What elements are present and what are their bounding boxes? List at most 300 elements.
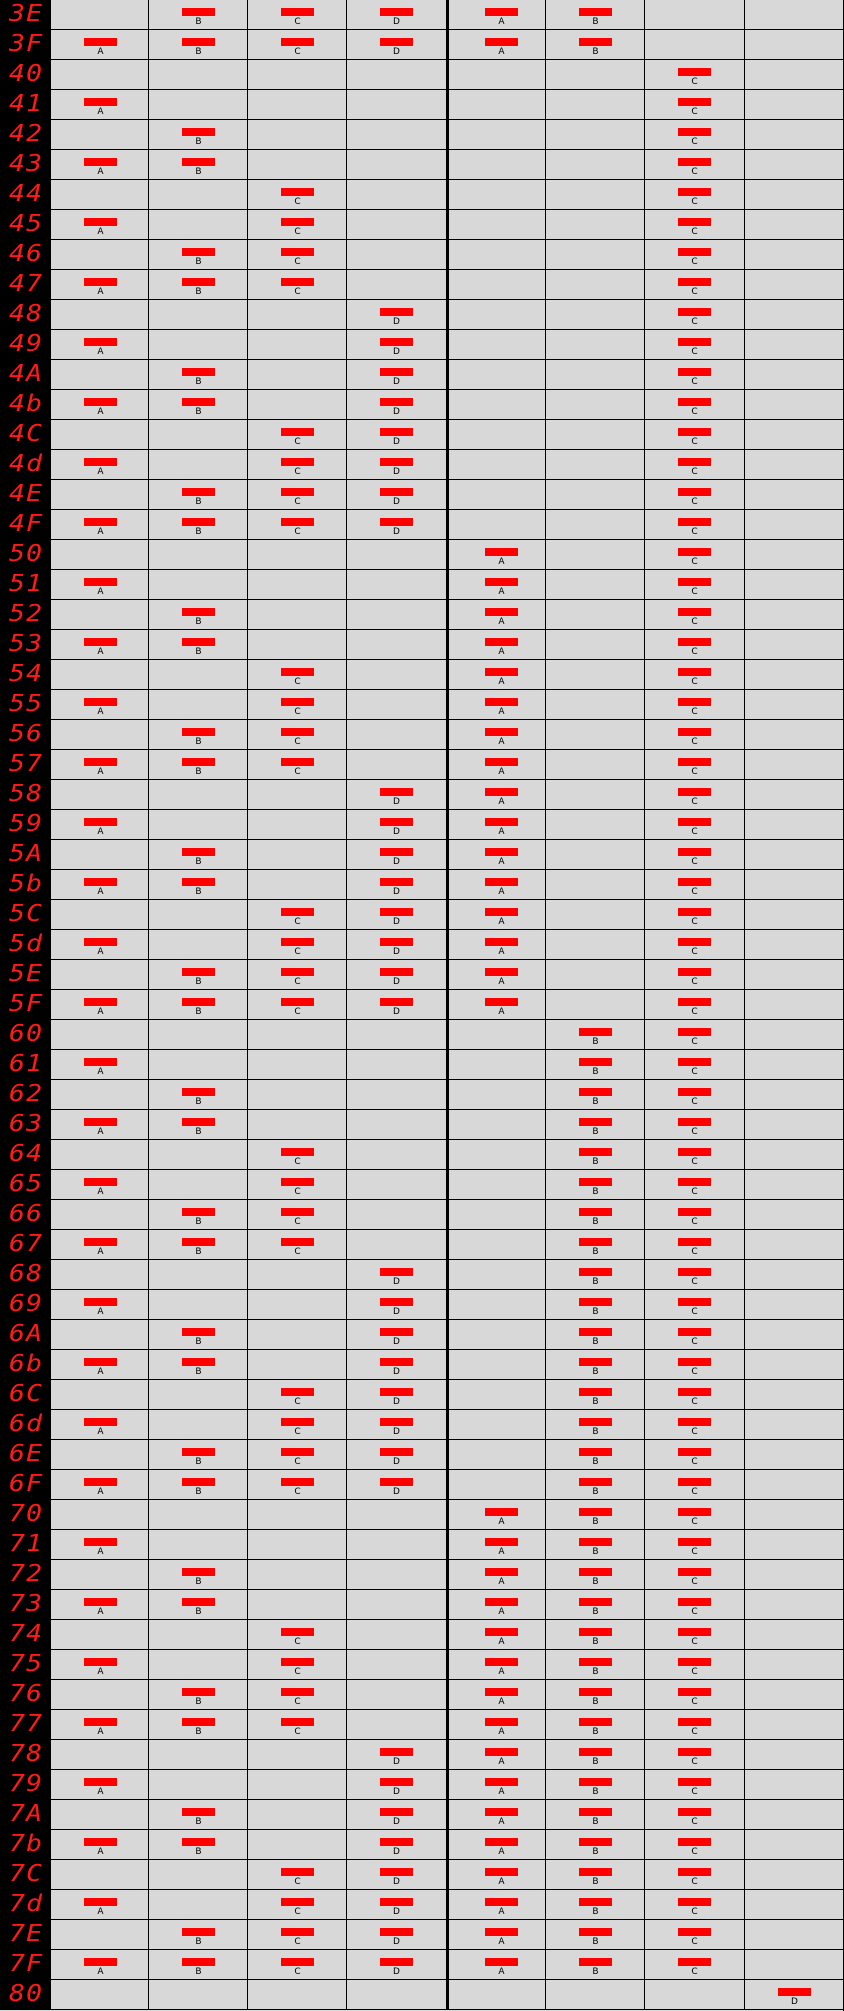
- bit-label: C: [691, 197, 698, 207]
- table-row: [0, 0, 844, 30]
- bit-cell: [346, 960, 446, 989]
- bit-label: C: [691, 1367, 698, 1377]
- bit-segment: [182, 608, 215, 616]
- bit-cell: [346, 1860, 446, 1889]
- hex-value: 6A: [9, 1321, 44, 1347]
- bit-label: C: [294, 17, 301, 27]
- bit-label: C: [294, 1157, 301, 1167]
- bit-segment: [579, 1748, 612, 1756]
- bit-cell: [50, 720, 148, 749]
- bit-cell: [50, 1290, 148, 1319]
- hex-value: 5b: [9, 871, 44, 897]
- bit-cell: [644, 420, 744, 449]
- bit-cell: [744, 1950, 844, 1979]
- bit-cell: [247, 930, 346, 959]
- bit-segment: [281, 758, 314, 766]
- bit-segment: [485, 578, 518, 586]
- bit-label: D: [393, 437, 400, 447]
- bit-cell: [50, 450, 148, 479]
- bit-label: C: [691, 827, 698, 837]
- hex-value: 4b: [9, 391, 44, 417]
- bit-cell: [744, 420, 844, 449]
- bit-cell: [346, 1230, 446, 1259]
- seven-segment-display: [0, 840, 50, 869]
- hex-value: 7A: [9, 1801, 44, 1827]
- bit-label: C: [691, 617, 698, 627]
- bit-label: A: [97, 287, 104, 297]
- bit-cell: [50, 1950, 148, 1979]
- seven-segment-display: [0, 1860, 50, 1889]
- bit-label: C: [294, 677, 301, 687]
- bit-label: A: [97, 647, 104, 657]
- bit-cell: [744, 540, 844, 569]
- bit-cell: [644, 690, 744, 719]
- bit-label: C: [294, 1457, 301, 1467]
- bit-label: A: [97, 1547, 104, 1557]
- bit-label: D: [393, 527, 400, 537]
- seven-segment-display: [0, 570, 50, 599]
- bit-label: D: [393, 1487, 400, 1497]
- bit-label: A: [97, 167, 104, 177]
- bit-cell: [545, 390, 644, 419]
- bit-cell: [545, 1320, 644, 1349]
- bit-label: A: [498, 1577, 505, 1587]
- seven-segment-display: [0, 330, 50, 359]
- bit-cell: [545, 1830, 644, 1859]
- bit-cell: [247, 870, 346, 899]
- hex-value: 48: [9, 301, 44, 327]
- bit-label: C: [691, 287, 698, 297]
- bit-label: B: [592, 1277, 599, 1287]
- seven-segment-display: [0, 450, 50, 479]
- bit-cell: [50, 1860, 148, 1889]
- bit-cell: [644, 600, 744, 629]
- bit-segment: [579, 1628, 612, 1636]
- bit-cell: [744, 450, 844, 479]
- bit-segment: [678, 278, 711, 286]
- bit-cell: [247, 1770, 346, 1799]
- bit-label: C: [691, 1487, 698, 1497]
- bit-label: A: [498, 827, 505, 837]
- seven-segment-display: [0, 1710, 50, 1739]
- seven-segment-display: [0, 480, 50, 509]
- bit-cell: [50, 420, 148, 449]
- bit-cell: [446, 1980, 545, 2009]
- bit-cell: [148, 1770, 247, 1799]
- bit-label: D: [393, 797, 400, 807]
- bit-cell: [446, 1500, 545, 1529]
- seven-segment-display: [0, 1290, 50, 1319]
- bit-cell: [346, 1320, 446, 1349]
- bit-segment: [485, 908, 518, 916]
- hex-value: 4F: [9, 511, 44, 537]
- bit-label: A: [97, 1127, 104, 1137]
- bit-segment: [380, 1418, 413, 1426]
- bit-label: D: [393, 497, 400, 507]
- bit-segment: [84, 98, 117, 106]
- table-row: [0, 1110, 844, 1140]
- bit-segment: [182, 1718, 215, 1726]
- bit-label: A: [498, 1607, 505, 1617]
- bit-cell: [148, 600, 247, 629]
- bit-label: C: [294, 1667, 301, 1677]
- bit-cell: [644, 1770, 744, 1799]
- bit-cell: [247, 1920, 346, 1949]
- bit-cell: [644, 840, 744, 869]
- bit-label: C: [691, 647, 698, 657]
- bit-cell: [545, 180, 644, 209]
- bit-cell: [346, 1680, 446, 1709]
- bit-cell: [446, 1710, 545, 1739]
- bit-cell: [446, 270, 545, 299]
- bit-label: C: [691, 1217, 698, 1227]
- bit-segment: [380, 518, 413, 526]
- bit-label: A: [97, 467, 104, 477]
- bit-label: C: [294, 1727, 301, 1737]
- bit-cell: [644, 1380, 744, 1409]
- bit-segment: [678, 1688, 711, 1696]
- bit-segment: [380, 1808, 413, 1816]
- seven-segment-display: [0, 1470, 50, 1499]
- bit-segment: [485, 548, 518, 556]
- bit-cell: [50, 900, 148, 929]
- bit-cell: [644, 510, 744, 539]
- bit-label: D: [393, 1787, 400, 1797]
- bit-segment: [281, 908, 314, 916]
- table-row: [0, 30, 844, 60]
- bit-label: A: [498, 587, 505, 597]
- hex-value: 44: [9, 181, 44, 207]
- bit-label: D: [393, 1937, 400, 1947]
- bit-segment: [485, 38, 518, 46]
- bit-label: C: [691, 377, 698, 387]
- bit-label: B: [195, 1247, 202, 1257]
- bit-segment: [182, 278, 215, 286]
- bit-segment: [380, 1358, 413, 1366]
- bit-cell: [247, 150, 346, 179]
- bit-label: B: [592, 1607, 599, 1617]
- bit-cell: [446, 660, 545, 689]
- bit-label: C: [691, 557, 698, 567]
- bit-cell: [247, 1380, 346, 1409]
- table-row: [0, 330, 844, 360]
- bit-label: C: [294, 437, 301, 447]
- bit-segment: [380, 818, 413, 826]
- bit-segment: [380, 1838, 413, 1846]
- bit-cell: [644, 990, 744, 1019]
- bit-segment: [182, 518, 215, 526]
- bit-cell: [446, 330, 545, 359]
- bit-cell: [744, 1800, 844, 1829]
- hex-value: 65: [9, 1171, 44, 1197]
- bit-cell: [545, 1980, 644, 2009]
- bit-label: C: [691, 587, 698, 597]
- table-row: [0, 540, 844, 570]
- bit-label: C: [691, 1127, 698, 1137]
- bit-cell: [247, 1860, 346, 1889]
- hex-value: 62: [9, 1081, 44, 1107]
- bit-segment: [485, 1898, 518, 1906]
- bit-segment: [84, 1778, 117, 1786]
- bit-segment: [485, 1508, 518, 1516]
- bit-cell: [744, 300, 844, 329]
- bit-cell: [50, 1560, 148, 1589]
- bit-segment: [678, 488, 711, 496]
- bit-cell: [148, 1740, 247, 1769]
- bit-label: B: [592, 1697, 599, 1707]
- bit-segment: [380, 1778, 413, 1786]
- bit-cell: [545, 840, 644, 869]
- bit-cell: [446, 1890, 545, 1919]
- bit-label: A: [498, 1817, 505, 1827]
- bit-cell: [744, 1440, 844, 1469]
- bit-cell: [50, 300, 148, 329]
- bit-cell: [545, 240, 644, 269]
- bit-cell: [446, 1590, 545, 1619]
- bit-segment: [678, 1088, 711, 1096]
- seven-segment-display: [0, 1800, 50, 1829]
- bit-cell: [148, 240, 247, 269]
- bit-label: B: [592, 1817, 599, 1827]
- bit-cell: [744, 720, 844, 749]
- bit-segment: [579, 1328, 612, 1336]
- bit-label: A: [498, 1757, 505, 1767]
- bit-segment: [579, 1808, 612, 1816]
- bit-segment: [678, 788, 711, 796]
- bit-cell: [545, 600, 644, 629]
- bit-cell: [50, 30, 148, 59]
- bit-cell: [346, 750, 446, 779]
- bit-cell: [346, 600, 446, 629]
- table-row: [0, 1560, 844, 1590]
- bit-cell: [148, 1260, 247, 1289]
- bit-segment: [579, 1718, 612, 1726]
- bit-label: B: [195, 167, 202, 177]
- bit-label: B: [195, 497, 202, 507]
- seven-segment-display: [0, 1140, 50, 1169]
- bit-cell: [545, 930, 644, 959]
- bit-cell: [148, 180, 247, 209]
- bit-cell: [148, 810, 247, 839]
- bit-segment: [678, 1448, 711, 1456]
- table-row: [0, 1470, 844, 1500]
- bit-label: D: [393, 377, 400, 387]
- bit-segment: [778, 1988, 811, 1996]
- bit-segment: [182, 638, 215, 646]
- table-row: [0, 1620, 844, 1650]
- bit-cell: [50, 510, 148, 539]
- bit-label: B: [195, 257, 202, 267]
- bit-cell: [644, 810, 744, 839]
- bit-cell: [148, 1800, 247, 1829]
- bit-segment: [485, 968, 518, 976]
- bit-cell: [644, 1500, 744, 1529]
- bit-cell: [247, 1320, 346, 1349]
- bit-label: C: [294, 227, 301, 237]
- bit-label: A: [498, 947, 505, 957]
- hex-value: 80: [9, 1981, 44, 2007]
- bit-cell: [446, 1050, 545, 1079]
- bit-cell: [50, 90, 148, 119]
- seven-segment-display: [0, 1500, 50, 1529]
- bit-cell: [644, 480, 744, 509]
- bit-segment: [84, 1178, 117, 1186]
- bit-cell: [644, 1710, 744, 1739]
- bit-cell: [148, 1140, 247, 1169]
- bit-segment: [678, 968, 711, 976]
- bit-cell: [446, 30, 545, 59]
- bit-segment: [84, 1958, 117, 1966]
- bit-segment: [678, 1928, 711, 1936]
- bit-cell: [148, 1170, 247, 1199]
- bit-cell: [148, 900, 247, 929]
- bit-cell: [744, 1350, 844, 1379]
- bit-cell: [50, 270, 148, 299]
- bit-cell: [446, 1680, 545, 1709]
- bit-segment: [281, 218, 314, 226]
- bit-cell: [346, 390, 446, 419]
- bit-segment: [485, 638, 518, 646]
- bit-segment: [485, 1958, 518, 1966]
- bit-label: B: [592, 1247, 599, 1257]
- bit-cell: [744, 810, 844, 839]
- bit-cell: [247, 1470, 346, 1499]
- bit-cell: [148, 930, 247, 959]
- bit-segment: [84, 1238, 117, 1246]
- seven-segment-display: [0, 1080, 50, 1109]
- bit-cell: [346, 1500, 446, 1529]
- bit-cell: [446, 1200, 545, 1229]
- hex-value: 5C: [9, 901, 44, 927]
- hex-value: 67: [9, 1231, 44, 1257]
- bit-label: C: [691, 947, 698, 957]
- bit-cell: [545, 1860, 644, 1889]
- bit-label: C: [691, 1967, 698, 1977]
- bit-cell: [545, 1920, 644, 1949]
- bit-cell: [346, 630, 446, 659]
- bit-cell: [446, 60, 545, 89]
- bit-cell: [545, 1650, 644, 1679]
- bit-segment: [380, 1328, 413, 1336]
- bit-cell: [744, 90, 844, 119]
- bit-cell: [644, 1980, 744, 2009]
- bit-cell: [247, 1740, 346, 1769]
- bit-cell: [346, 90, 446, 119]
- bit-cell: [50, 210, 148, 239]
- bit-segment: [182, 1958, 215, 1966]
- bit-cell: [247, 30, 346, 59]
- bit-cell: [148, 1590, 247, 1619]
- bit-segment: [182, 728, 215, 736]
- bit-cell: [148, 1050, 247, 1079]
- bit-segment: [485, 698, 518, 706]
- bit-segment: [678, 998, 711, 1006]
- bit-label: D: [393, 467, 400, 477]
- bit-segment: [84, 38, 117, 46]
- bit-label: C: [294, 1487, 301, 1497]
- bit-label: A: [97, 107, 104, 117]
- bit-label: D: [393, 1007, 400, 1017]
- hex-value: 78: [9, 1741, 44, 1767]
- table-row: [0, 1680, 844, 1710]
- bit-cell: [744, 630, 844, 659]
- bit-cell: [446, 210, 545, 239]
- bit-cell: [644, 1080, 744, 1109]
- bit-label: D: [791, 1997, 798, 2007]
- bit-segment: [84, 458, 117, 466]
- bit-cell: [744, 930, 844, 959]
- bit-cell: [545, 1740, 644, 1769]
- bit-cell: [346, 1560, 446, 1589]
- bit-segment: [485, 1628, 518, 1636]
- bit-segment: [281, 938, 314, 946]
- bit-segment: [678, 1418, 711, 1426]
- bit-segment: [84, 938, 117, 946]
- bit-segment: [84, 518, 117, 526]
- bit-cell: [346, 810, 446, 839]
- bit-label: A: [498, 17, 505, 27]
- bit-cell: [247, 1110, 346, 1139]
- bit-cell: [50, 1890, 148, 1919]
- bit-label: B: [592, 1757, 599, 1767]
- bit-label: C: [691, 1847, 698, 1857]
- bit-label: B: [195, 287, 202, 297]
- bit-cell: [247, 1440, 346, 1469]
- bit-cell: [247, 1680, 346, 1709]
- bit-segment: [281, 968, 314, 976]
- bit-label: C: [691, 767, 698, 777]
- bit-cell: [346, 1380, 446, 1409]
- seven-segment-display: [0, 270, 50, 299]
- hex-value: 46: [9, 241, 44, 267]
- bit-cell: [346, 360, 446, 389]
- table-row: [0, 1260, 844, 1290]
- bit-cell: [148, 840, 247, 869]
- table-row: [0, 1770, 844, 1800]
- bit-cell: [644, 1170, 744, 1199]
- bit-cell: [50, 1530, 148, 1559]
- bit-label: A: [97, 1367, 104, 1377]
- bit-cell: [247, 390, 346, 419]
- bit-segment: [380, 338, 413, 346]
- bit-label: D: [393, 1457, 400, 1467]
- table-row: [0, 1290, 844, 1320]
- bit-label: C: [294, 527, 301, 537]
- bit-cell: [148, 1470, 247, 1499]
- bit-cell: [744, 1740, 844, 1769]
- bit-segment: [678, 98, 711, 106]
- bit-label: B: [195, 1577, 202, 1587]
- hex-value: 50: [9, 541, 44, 567]
- bit-label: C: [294, 197, 301, 207]
- seven-segment-display: [0, 690, 50, 719]
- bit-cell: [545, 570, 644, 599]
- bit-segment: [678, 728, 711, 736]
- bit-cell: [148, 270, 247, 299]
- bit-segment: [678, 908, 711, 916]
- bit-cell: [446, 570, 545, 599]
- bit-label: C: [294, 257, 301, 267]
- bit-cell: [346, 60, 446, 89]
- bit-cell: [446, 1740, 545, 1769]
- bit-label: C: [294, 47, 301, 57]
- bit-cell: [346, 1530, 446, 1559]
- table-row: [0, 150, 844, 180]
- bit-segment: [485, 1538, 518, 1546]
- bit-cell: [446, 1830, 545, 1859]
- bit-cell: [446, 90, 545, 119]
- bit-cell: [247, 1530, 346, 1559]
